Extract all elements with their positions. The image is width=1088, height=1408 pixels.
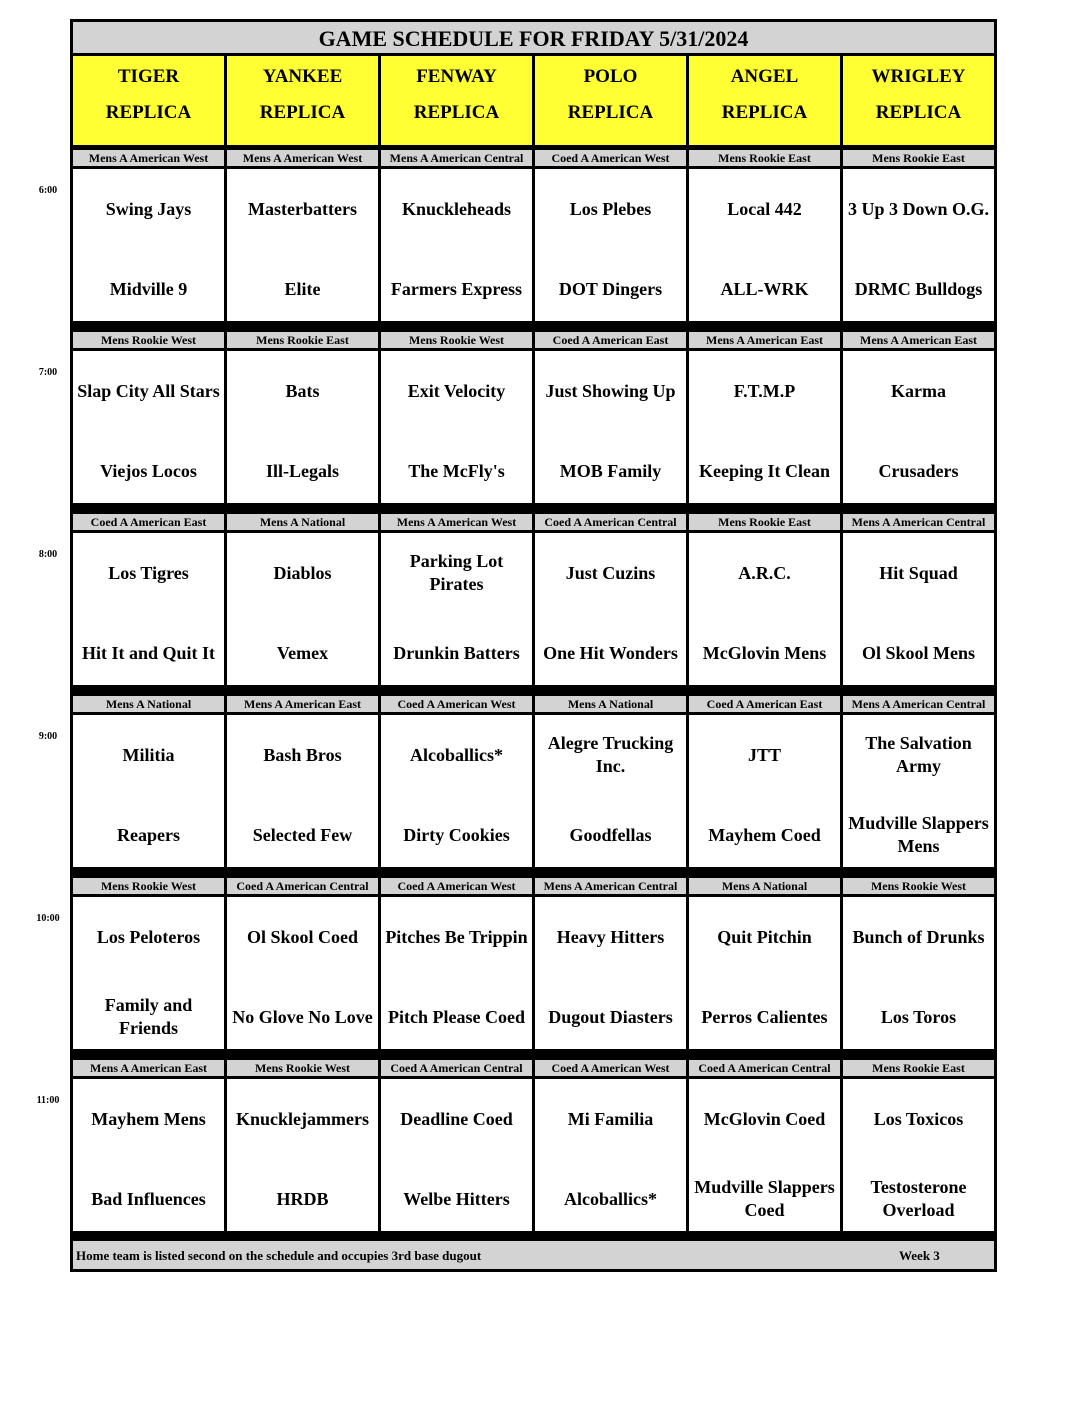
division-label: Mens A American East <box>227 696 378 712</box>
away-team: Los Plebes <box>569 198 652 219</box>
game-cell <box>843 1079 994 1231</box>
home-team: MOB Family <box>559 460 662 481</box>
home-team: Dirty Cookies <box>403 824 510 845</box>
game-cell <box>535 169 686 321</box>
game-cell <box>535 351 686 503</box>
away-team: Just Showing Up <box>545 380 676 401</box>
game-cell <box>689 897 840 1049</box>
home-team: Ol Skool Mens <box>861 642 976 663</box>
division-label: Mens A American Central <box>843 514 994 530</box>
game-cell <box>535 533 686 685</box>
game-cell <box>689 1079 840 1231</box>
field-subtitle: REPLICA <box>567 102 654 123</box>
home-team: Viejos Locos <box>100 460 197 481</box>
home-team: Los Toros <box>880 1006 957 1027</box>
game-cell <box>227 351 378 503</box>
division-label: Mens A American West <box>227 150 378 166</box>
field-subtitle: REPLICA <box>721 102 808 123</box>
game-cell <box>73 715 224 867</box>
game-cell <box>381 351 532 503</box>
game-cell <box>689 533 840 685</box>
division-label: Mens A American East <box>689 332 840 348</box>
home-team: Reapers <box>117 824 180 845</box>
game-cell <box>381 1079 532 1231</box>
field-header-yankee <box>227 56 378 145</box>
division-label: Mens Rookie West <box>73 332 224 348</box>
away-team: Deadline Coed <box>400 1108 513 1129</box>
away-team: Local 442 <box>727 198 802 219</box>
division-label: Mens A American East <box>843 332 994 348</box>
game-cell <box>381 169 532 321</box>
game-cell <box>843 351 994 503</box>
game-cell <box>73 897 224 1049</box>
away-team: Bats <box>285 380 320 401</box>
division-label: Coed A American West <box>535 150 686 166</box>
away-team: Bunch of Drunks <box>852 926 985 947</box>
division-label: Coed A American West <box>381 696 532 712</box>
field-subtitle: REPLICA <box>413 102 500 123</box>
home-team: Ill-Legals <box>265 460 339 481</box>
away-team: 3 Up 3 Down O.G. <box>847 198 990 219</box>
away-team: Slap City All Stars <box>77 380 220 401</box>
away-team: Los Toxicos <box>873 1108 964 1129</box>
away-team: Parking Lot Pirates <box>409 551 504 594</box>
field-subtitle: REPLICA <box>875 102 962 123</box>
division-label: Coed A American East <box>689 696 840 712</box>
home-team: Elite <box>284 278 321 299</box>
field-header-polo <box>535 56 686 145</box>
home-team: Pitch Please Coed <box>388 1006 525 1027</box>
away-team: Mi Familia <box>567 1108 654 1129</box>
away-team: Karma <box>891 380 946 401</box>
home-team: Selected Few <box>252 824 353 845</box>
division-label: Mens A National <box>227 514 378 530</box>
away-team: Bash Bros <box>263 744 342 765</box>
field-name: WRIGLEY <box>871 66 966 87</box>
division-label: Mens A American West <box>381 514 532 530</box>
away-team: Alegre Trucking Inc. <box>547 733 674 776</box>
game-cell <box>689 351 840 503</box>
away-team: F.T.M.P <box>733 380 796 401</box>
game-cell <box>843 715 994 867</box>
away-team: Pitches Be Trippin <box>385 926 528 947</box>
home-team: No Glove No Love <box>232 1006 373 1027</box>
schedule-table <box>70 19 997 1272</box>
away-team: Hit Squad <box>879 562 958 583</box>
footer-note: Home team is listed second on the schedule and occupies 3rd base dugout <box>76 1248 482 1263</box>
division-label: Mens A American Central <box>381 150 532 166</box>
game-cell <box>227 533 378 685</box>
away-team: Knucklejammers <box>236 1108 369 1129</box>
home-team: One Hit Wonders <box>543 642 678 663</box>
game-cell <box>73 351 224 503</box>
time-label: 6:00 <box>38 185 58 196</box>
home-team: ALL-WRK <box>720 278 809 299</box>
game-cell <box>535 715 686 867</box>
game-cell <box>227 169 378 321</box>
division-label: Mens Rookie East <box>689 514 840 530</box>
away-team: Los Tigres <box>108 562 189 583</box>
game-cell <box>843 897 994 1049</box>
home-team: Keeping It Clean <box>698 460 830 481</box>
field-header-angel <box>689 56 840 145</box>
away-team: Militia <box>122 744 175 765</box>
home-team: DRMC Bulldogs <box>854 278 983 299</box>
away-team: The Salvation Army <box>865 733 972 776</box>
away-team: Just Cuzins <box>565 562 656 583</box>
game-cell <box>381 715 532 867</box>
division-label: Mens Rookie West <box>73 878 224 894</box>
division-label: Coed A American East <box>535 332 686 348</box>
game-cell <box>843 169 994 321</box>
away-team: Heavy Hitters <box>556 926 665 947</box>
away-team: A.R.C. <box>738 562 791 583</box>
away-team: Diablos <box>273 562 332 583</box>
game-cell <box>73 533 224 685</box>
division-label: Mens Rookie West <box>227 1060 378 1076</box>
week-label: Week 3 <box>899 1248 940 1263</box>
field-name: TIGER <box>117 66 180 87</box>
time-label: 7:00 <box>38 367 58 378</box>
field-header-wrigley <box>843 56 994 145</box>
game-cell <box>381 897 532 1049</box>
home-team: Farmers Express <box>390 278 523 299</box>
game-cell <box>535 897 686 1049</box>
field-subtitle: REPLICA <box>105 102 192 123</box>
game-cell <box>381 533 532 685</box>
division-label: Coed A American Central <box>689 1060 840 1076</box>
home-team: The McFly's <box>408 460 505 481</box>
game-cell <box>227 897 378 1049</box>
division-label: Coed A American West <box>535 1060 686 1076</box>
away-team: Swing Jays <box>105 198 192 219</box>
away-team: Knuckleheads <box>401 198 512 219</box>
home-team: Family and Friends <box>104 995 193 1038</box>
division-label: Mens Rookie East <box>843 1060 994 1076</box>
away-team: Mayhem Mens <box>91 1108 206 1129</box>
division-label: Mens A National <box>73 696 224 712</box>
game-cell <box>227 1079 378 1231</box>
field-header-tiger <box>73 56 224 145</box>
game-cell <box>689 715 840 867</box>
home-team: Perros Calientes <box>701 1006 828 1027</box>
home-team: Goodfellas <box>569 824 652 845</box>
division-label: Coed A American Central <box>535 514 686 530</box>
away-team: Los Peloteros <box>96 926 201 947</box>
home-team: Mayhem Coed <box>708 824 821 845</box>
footer <box>73 1241 994 1269</box>
division-label: Mens A American West <box>73 150 224 166</box>
home-team: Testosterone Overload <box>870 1177 967 1220</box>
game-cell <box>227 715 378 867</box>
field-name: YANKEE <box>262 66 343 87</box>
division-label: Mens Rookie West <box>381 332 532 348</box>
game-cell <box>843 533 994 685</box>
game-cell <box>73 169 224 321</box>
away-team: Exit Velocity <box>407 380 506 401</box>
away-team: Alcoballics* <box>410 744 503 765</box>
home-team: Crusaders <box>878 460 959 481</box>
game-cell <box>689 169 840 321</box>
away-team: Quit Pitchin <box>717 926 812 947</box>
division-label: Coed A American East <box>73 514 224 530</box>
division-label: Mens Rookie East <box>689 150 840 166</box>
home-team: Bad Influences <box>91 1188 206 1209</box>
time-label: 10:00 <box>36 913 60 924</box>
home-team: Dugout Diasters <box>548 1006 673 1027</box>
division-label: Coed A American Central <box>381 1060 532 1076</box>
away-team: JTT <box>747 744 781 765</box>
home-team: Hit It and Quit It <box>81 642 216 663</box>
division-label: Mens A National <box>689 878 840 894</box>
division-label: Mens Rookie West <box>843 878 994 894</box>
field-header-fenway <box>381 56 532 145</box>
home-team: Vemex <box>276 642 329 663</box>
home-team: DOT Dingers <box>558 278 663 299</box>
home-team: Alcoballics* <box>564 1188 657 1209</box>
home-team: Mudville Slappers Coed <box>694 1177 835 1220</box>
field-subtitle: REPLICA <box>259 102 346 123</box>
away-team: Ol Skool Coed <box>246 926 359 947</box>
field-name: POLO <box>583 66 638 87</box>
away-team: Masterbatters <box>248 198 357 219</box>
game-cell <box>73 1079 224 1231</box>
field-name: FENWAY <box>416 66 497 87</box>
division-label: Mens A National <box>535 696 686 712</box>
home-team: Mudville Slappers Mens <box>848 813 989 856</box>
home-team: HRDB <box>276 1188 329 1209</box>
home-team: Midville 9 <box>109 278 188 299</box>
division-label: Mens A American East <box>73 1060 224 1076</box>
game-cell <box>535 1079 686 1231</box>
time-label: 11:00 <box>36 1095 60 1106</box>
page-title: GAME SCHEDULE FOR FRIDAY 5/31/2024 <box>73 22 994 53</box>
division-label: Mens A American Central <box>843 696 994 712</box>
division-label: Coed A American West <box>381 878 532 894</box>
home-team: Welbe Hitters <box>403 1188 510 1209</box>
division-label: Mens Rookie East <box>227 332 378 348</box>
field-name: ANGEL <box>730 66 799 87</box>
division-label: Mens A American Central <box>535 878 686 894</box>
home-team: McGlovin Mens <box>702 642 827 663</box>
time-label: 8:00 <box>38 549 58 560</box>
away-team: McGlovin Coed <box>703 1108 826 1129</box>
home-team: Drunkin Batters <box>393 642 520 663</box>
division-label: Coed A American Central <box>227 878 378 894</box>
division-label: Mens Rookie East <box>843 150 994 166</box>
time-label: 9:00 <box>38 731 58 742</box>
